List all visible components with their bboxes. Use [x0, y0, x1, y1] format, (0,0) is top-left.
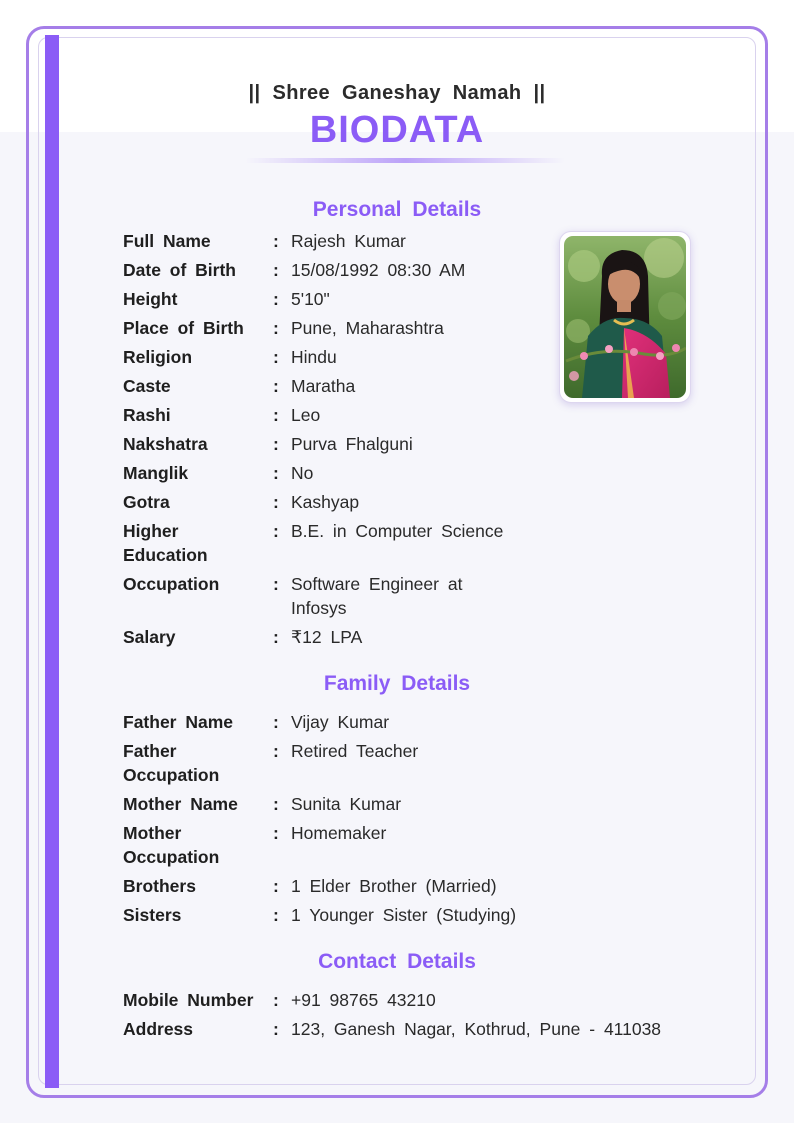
detail-label: Nakshatra — [123, 434, 208, 454]
personal-details-heading: Personal Details — [312, 198, 482, 221]
invocation-text: || Shree Ganeshay Namah || — [248, 82, 546, 104]
profile-photo — [564, 236, 686, 398]
detail-colon: : — [273, 289, 279, 309]
detail-label: Address — [123, 1019, 194, 1039]
detail-label: Mobile Number — [123, 990, 254, 1010]
detail-value: 5'10" — [291, 289, 330, 309]
detail-value: Rajesh Kumar — [291, 231, 406, 251]
detail-colon: : — [273, 823, 279, 843]
detail-colon: : — [273, 627, 279, 647]
detail-value: +91 98765 43210 — [291, 990, 436, 1010]
profile-photo-frame — [559, 231, 691, 403]
detail-colon: : — [273, 794, 279, 814]
detail-row-sisters — [123, 903, 683, 927]
detail-label: Date of Birth — [123, 260, 236, 280]
detail-colon: : — [273, 434, 279, 454]
detail-label: Manglik — [123, 463, 189, 483]
detail-label: Place of Birth — [123, 318, 244, 338]
detail-label: Occupation — [123, 574, 220, 594]
detail-value: 15/08/1992 08:30 AM — [291, 260, 466, 280]
detail-colon: : — [273, 741, 279, 761]
detail-colon: : — [273, 492, 279, 512]
detail-label: Higher Education — [123, 521, 208, 565]
personal-details-list — [123, 229, 543, 654]
detail-value: 123, Ganesh Nagar, Kothrud, Pune - 411038 — [291, 1019, 662, 1039]
detail-label: Sisters — [123, 905, 182, 925]
detail-row-gotra — [123, 490, 543, 514]
contact-details-heading: Contact Details — [318, 950, 476, 973]
detail-value: Vijay Kumar — [291, 712, 390, 732]
detail-label: Gotra — [123, 492, 170, 512]
detail-row-religion — [123, 345, 543, 369]
detail-label: Mother Occupation — [123, 823, 220, 867]
detail-label: Father Name — [123, 712, 234, 732]
detail-row-higher-education — [123, 519, 543, 567]
detail-label: Brothers — [123, 876, 196, 896]
detail-colon: : — [273, 405, 279, 425]
detail-colon: : — [273, 260, 279, 280]
family-details-list — [123, 710, 683, 932]
detail-row-mother-name — [123, 792, 683, 816]
detail-row-height — [123, 287, 543, 311]
detail-label: Full Name — [123, 231, 211, 251]
detail-value: Leo — [291, 405, 321, 425]
detail-value: No — [291, 463, 314, 483]
contact-details-list — [123, 988, 703, 1046]
detail-value: 1 Elder Brother (Married) — [291, 876, 497, 896]
detail-label: Salary — [123, 627, 176, 647]
detail-row-manglik — [123, 461, 543, 485]
title-underline — [245, 158, 565, 163]
detail-value: Sunita Kumar — [291, 794, 402, 814]
detail-colon: : — [273, 1019, 279, 1039]
detail-value: Purva Fhalguni — [291, 434, 413, 454]
detail-value: ₹12 LPA — [291, 627, 363, 647]
detail-row-mother-occupation — [123, 821, 683, 869]
detail-value: Pune, Maharashtra — [291, 318, 444, 338]
detail-colon: : — [273, 712, 279, 732]
detail-value: Retired Teacher — [291, 741, 419, 761]
detail-value: Software Engineer at Infosys — [291, 574, 463, 618]
detail-row-address — [123, 1017, 703, 1041]
detail-row-date-of-birth — [123, 258, 543, 282]
detail-label: Religion — [123, 347, 193, 367]
detail-colon: : — [273, 463, 279, 483]
detail-colon: : — [273, 574, 279, 594]
detail-colon: : — [273, 876, 279, 896]
detail-colon: : — [273, 231, 279, 251]
detail-value: B.E. in Computer Science — [291, 521, 504, 541]
side-accent-bar — [45, 35, 59, 1088]
detail-row-brothers — [123, 874, 683, 898]
detail-colon: : — [273, 318, 279, 338]
detail-label: Father Occupation — [123, 741, 220, 785]
family-details-heading: Family Details — [323, 672, 471, 695]
detail-label: Caste — [123, 376, 171, 396]
detail-value: Kashyap — [291, 492, 360, 512]
detail-row-father-name — [123, 710, 683, 734]
detail-row-full-name — [123, 229, 543, 253]
detail-value: 1 Younger Sister (Studying) — [291, 905, 517, 925]
detail-row-place-of-birth — [123, 316, 543, 340]
detail-value: Maratha — [291, 376, 356, 396]
detail-row-nakshatra — [123, 432, 543, 456]
detail-colon: : — [273, 521, 279, 541]
detail-label: Mother Name — [123, 794, 238, 814]
page-title: BIODATA — [309, 109, 485, 151]
detail-label: Rashi — [123, 405, 171, 425]
detail-row-caste — [123, 374, 543, 398]
detail-row-mobile-number — [123, 988, 703, 1012]
detail-colon: : — [273, 905, 279, 925]
detail-label: Height — [123, 289, 178, 309]
detail-colon: : — [273, 990, 279, 1010]
detail-colon: : — [273, 376, 279, 396]
detail-colon: : — [273, 347, 279, 367]
detail-row-rashi — [123, 403, 543, 427]
detail-value: Hindu — [291, 347, 337, 367]
detail-value: Homemaker — [291, 823, 387, 843]
detail-row-salary — [123, 625, 543, 649]
detail-row-occupation — [123, 572, 543, 620]
detail-row-father-occupation — [123, 739, 683, 787]
